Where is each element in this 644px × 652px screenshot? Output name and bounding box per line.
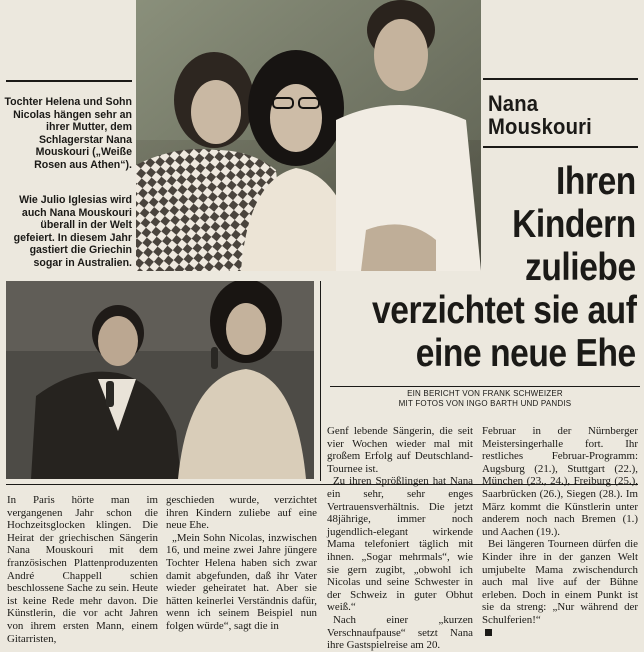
article-column-3 [327, 425, 473, 652]
headline-line-1: Ihren [556, 160, 636, 203]
caption-bottom: Wie Julio Iglesias wird auch Nana Mouskouri überall in der Welt gefeiert. In diesem Jahr gastiert die Griechin sogar in Australien. [13, 194, 132, 269]
stage-photo [6, 281, 314, 479]
article-paragraph: Nach einer „kurzen Verschnaufpause“ setzt Nana ihre Gastspielreise am 20. [327, 613, 473, 652]
kicker-line-1: Nana [488, 91, 539, 116]
byline-photos: MIT FOTOS VON INGO BARTH UND PANDIS [398, 399, 572, 408]
article-paragraph: Genf lebende Sängerin, die seit vier Wochen wieder mal mit großem Erfolg auf Deutschland-Tournee ist. [327, 425, 473, 475]
headline-line-5: eine neue Ehe [416, 332, 636, 375]
caption-top: Tochter Helena und Sohn Nicolas hängen sehr an ihrer Mutter, dem Schlagerstar Nana Mouskouri („Weiße Rosen aus Athen“). [4, 96, 132, 171]
column-divider-top [320, 281, 321, 481]
end-mark [485, 629, 492, 636]
family-photo-illustration [136, 0, 481, 271]
article-paragraph: Zu ihren Sprößlingen hat Nana ein sehr, sehr enges Vertrauensverhältnis. Die jetzt 48jährige, immer noch jugendlich-elegant wirkende Mama telefoniert täglich mit ihnen. „Sogar mehrmals“, wie sie gern zugibt, „obwohl ich Nicolas und seine Schwester in der Schweiz in guter Obhut weiß.“ [327, 475, 473, 614]
article-paragraph: In Paris hörte man im vergangenen Jahr schon die Hochzeitsglocken klingen. Die Heirat der griechischen Sängerin Nana Mouskouri mit dem französischen Plattenproduzenten André Chappell schien beschlossene Sache zu sein. Heute ist keine Rede mehr davon. Die Künstlerin, die vor acht Jahren von ihrem ersten Mann, einem Gitarristen, [7, 494, 158, 645]
article-column-1 [7, 494, 158, 645]
kicker-top-rule [483, 78, 638, 80]
headline-line-4: verzichtet sie auf [371, 289, 636, 332]
kicker-line-2: Mouskouri [488, 114, 592, 139]
article-column-2 [166, 494, 317, 633]
article-paragraph: Februar in der Nürnberger Meistersingerhalle fort. Ihr restliches Februar-Programm: Augsburg (21.), Stuttgart (22.), München (23., 24.), Freiburg (25.), Saarbrücken (26.), Siegen (28.). Im März kommt die Künstlerin unter anderem noch nach Bremen (1.) und Aachen (19.). [482, 425, 638, 538]
article-column-4 [482, 425, 638, 639]
article-paragraph: geschieden wurde, verzichtet ihren Kindern zuliebe auf eine neue Ehe. [166, 494, 317, 532]
byline [330, 389, 640, 409]
byline-rule [330, 386, 640, 387]
stage-photo-illustration [6, 281, 314, 479]
article-paragraph: Bei längeren Tourneen dürfen die Kinder ihre in der ganzen Welt umjubelte Mama zwischendurch auch mal live auf der Bühne erleben. Doch in einem Punkt ist sie da streng: „Nur während der Schulferien!“ [482, 538, 638, 626]
caption-rule [6, 80, 132, 82]
article-paragraph: „Mein Sohn Nicolas, inzwischen 16, und meine zwei Jahre jüngere Tochter Helena haben sich zwar damit abgefunden, daß ihr Vater wieder geheiratet hat. Aber sie hätten keinerlei Verständnis dafür, wenn ich seinem Beispiel nun folgen würde“, sagt die in [166, 531, 317, 632]
byline-author: EIN BERICHT VON FRANK SCHWEIZER [407, 389, 563, 398]
headline-line-3: zuliebe [525, 246, 636, 289]
kicker-bottom-rule [483, 146, 638, 148]
kicker [488, 92, 626, 138]
family-photo [136, 0, 481, 271]
headline-line-2: Kindern [512, 203, 636, 246]
